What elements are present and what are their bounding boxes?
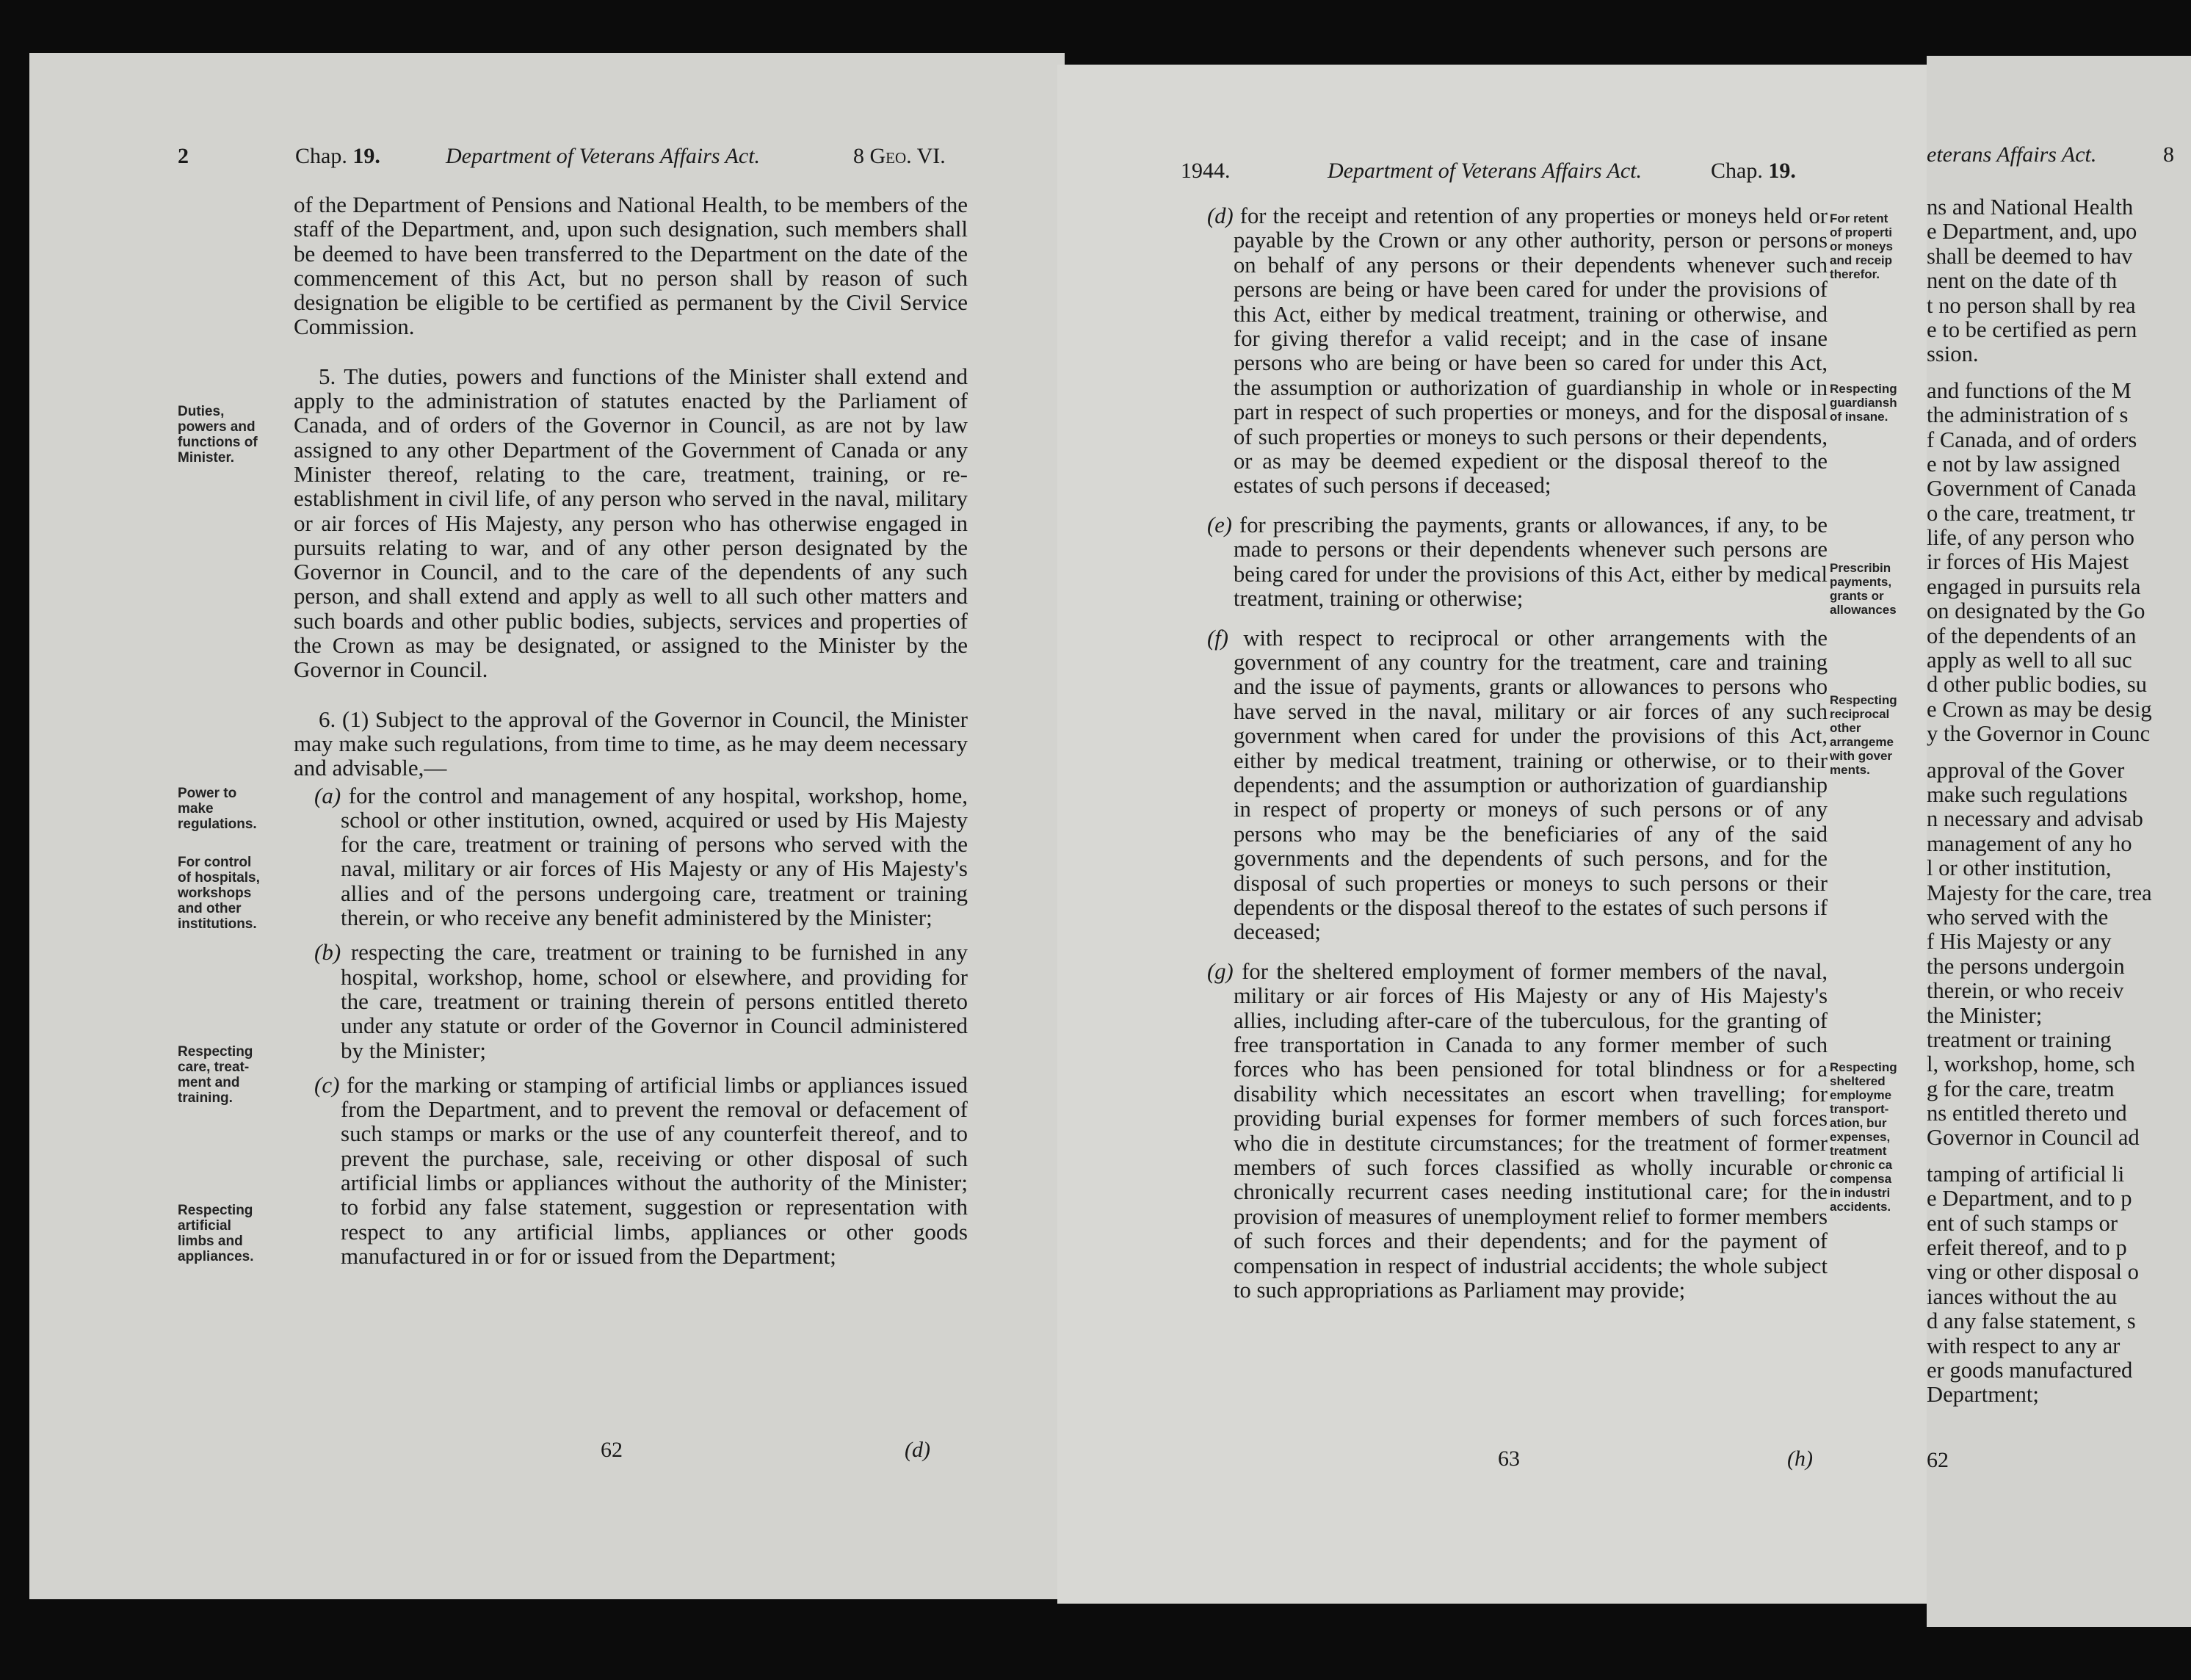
clause-e: (e) for prescribing the payments, grants or allowances, if any, to be made to persons or their dependents whenever such persons are being cared for under the provisions of this Act, either by medical treatment, training or otherwise; <box>1207 512 1828 612</box>
overlay-line: the persons undergoin <box>1927 953 2125 979</box>
overlay-line: ns entitled thereto und <box>1927 1101 2127 1126</box>
act-title: eterans Affairs Act. <box>1927 142 2097 167</box>
year: 1944. <box>1181 159 1231 183</box>
folio: 63 <box>1498 1447 1520 1471</box>
overlay-line: the administration of s <box>1927 402 2129 428</box>
overlay-line: iances without the au <box>1927 1283 2118 1309</box>
overlay-line: Majesty for the care, trea <box>1927 880 2152 905</box>
act-title: Department of Veterans Affairs Act. <box>446 144 761 168</box>
margin-note: Respecting artificial limbs and appliances. <box>178 1203 254 1264</box>
overlay-line: life, of any person who <box>1927 525 2134 551</box>
section-6-intro: 6. (1) Subject to the approval of the Governor in Council, the Minister may make such regulations, from time to time, as he may deem necessary and advisable,— <box>294 706 968 781</box>
overlay-line <box>1927 1151 2191 1162</box>
folio: 62 <box>1927 1448 1949 1472</box>
margin-note: Respecting reciprocal other arrangeme with gover ments. <box>1830 693 1897 777</box>
overlay-line: ving or other disposal o <box>1927 1259 2139 1285</box>
overlay-line: therein, or who receiv <box>1927 978 2124 1004</box>
overlay-line: l, workshop, home, sch <box>1927 1051 2135 1077</box>
clause-a: (a) for the control and management of any hospital, workshop, home, school or other institution, owned, acquired or used by His Majesty for the care, treatment or training of persons who served with the naval, military or air forces of His Majesty or any of His Majesty's allies and of the persons undergoing care, treatment or training therein, or who receive any benefit administered by the Minister; <box>314 782 968 931</box>
overlay-line: f His Majesty or any <box>1927 929 2112 955</box>
regnal-year: 8 <box>2163 142 2174 167</box>
overlay-line: Government of Canada <box>1927 476 2137 502</box>
overlay-line: the Minister; <box>1927 1002 2043 1028</box>
margin-note: Respecting guardiansh of insane. <box>1830 382 1897 424</box>
overlay-line: t no person shall by rea <box>1927 292 2136 318</box>
margin-note: For retent of properti or moneys and receip therefor. <box>1830 211 1893 281</box>
overlay-line: tamping of artificial li <box>1927 1161 2125 1187</box>
margin-note: Prescribin payments, grants or allowances <box>1830 561 1897 617</box>
overlay-line <box>1927 367 2191 379</box>
section-5: 5. The duties, powers and functions of the Minister shall extend and apply to the administration of statutes enacted by the Parliament of Canada, and of orders of the Governor in Council, as are not by law assigned to any other Department of the Government of Canada or any Minister thereof, relating to the care, treatment, training, or re-establishment in civil life, of any person who served in the naval, military or air forces of His Majesty, any person who has otherwise engaged in pursuits relating to war, and of any other person designated by the Governor in Council, and to the care of the dependents of any such person, and shall extend and apply as well to all such other matters and such boards and other public bodies, subjects, services and properties of the Crown as may be designated, or assigned to the Minister by the Governor in Council. <box>294 363 968 683</box>
overlay-line: who served with the <box>1927 904 2109 930</box>
overlay-line: management of any ho <box>1927 830 2132 856</box>
overlay-line: approval of the Gover <box>1927 757 2125 783</box>
chapter-number: 19. <box>1768 159 1796 183</box>
overlay-line: nent on the date of th <box>1927 268 2118 294</box>
overlay-line: e not by law assigned <box>1927 451 2121 477</box>
continued-paragraph: of the Department of Pensions and National Health, to be members of the staff of the Department, and, upon such designation, such members shall be deemed to have been transferred to the Department on the date of the commencement of this Act, but no person shall by reason of such designation be eligible to be certified as permanent by the Civil Service Commission. <box>294 192 968 340</box>
clause-f: (f) with respect to reciprocal or other arrangements with the government of any country for the treatment, care and training and the issue of payments, grants or allowances to persons who have served in the naval, military or air forces of any such government when cared for under the provisions of this Act, either by medical treatment, training or otherwise, or to their dependents; and the assumption or authorization of guardianship in respect of property or moneys of such persons or of any persons who may be the beneficiaries of any of the said governments and the dependents of such persons, and for the disposal of such properties or moneys to such persons or their dependents or the disposal thereof to the estates of such persons if deceased; <box>1207 625 1828 945</box>
overlay-line: f Canada, and of orders <box>1927 427 2137 452</box>
overlay-line: g for the care, treatm <box>1927 1076 2115 1101</box>
folio: 62 <box>601 1438 623 1462</box>
overlay-line: Governor in Council ad <box>1927 1125 2140 1151</box>
overlay-line: ent of such stamps or <box>1927 1210 2118 1236</box>
overlay-line: on designated by the Go <box>1927 598 2145 624</box>
overlay-line: y the Governor in Counc <box>1927 721 2151 747</box>
margin-note: Power to make regulations. <box>178 786 257 832</box>
overlay-line: treatment or training <box>1927 1027 2112 1052</box>
overlay-line: e Department, and, upo <box>1927 219 2137 245</box>
chapter-label: Chap. <box>1711 159 1763 183</box>
overlay-line: d other public bodies, su <box>1927 672 2147 698</box>
page-number: 2 <box>178 144 189 168</box>
overlay-line: er goods manufactured <box>1927 1357 2133 1383</box>
chapter-number: 19. <box>352 144 380 168</box>
overlay-line <box>1927 747 2191 758</box>
right-body <box>1187 204 1828 1313</box>
margin-note: For control of hospitals, workshops and other institutions. <box>178 855 260 932</box>
overlapping-page <box>1927 56 2191 1627</box>
clause-c: (c) for the marking or stamping of artificial limbs or appliances issued from the Department, and to prevent the removal or defacement of such stamps or marks or the use of any counterfeit thereof, and to prevent the purchase, sale, receiving or other disposal of such artificial limbs or appliances without the authority of the Minister; to forbid any false statement, suggestion or representation with respect to any artificial limbs, appliances or other goods manufactured in or for or issued from the Department; <box>314 1071 968 1269</box>
overlay-line: engaged in pursuits rela <box>1927 573 2141 599</box>
overlay-line: Department; <box>1927 1382 2039 1408</box>
right-page <box>1057 65 1927 1604</box>
overlay-line: l or other institution, <box>1927 855 2112 881</box>
regnal-year: 8 Geo. VI. <box>853 144 946 168</box>
catchword: (d) <box>905 1438 930 1462</box>
left-page <box>29 53 1065 1599</box>
clause-g: (g) for the sheltered employment of former members of the naval, military or air forces of His Majesty or any of His Majesty's allies, including after-care of the tuberculous, for the granting of free transportation in Canada to any former member of such forces who has been pensioned for total blindness or for a disability which necessitates an escort when travelling; for providing burial expenses for former members of such forces who die in destitute circumstances; for the treatment of former members of such forces classified as wholly incurable or chronically recurrent cases needing institutional care; for the provision of measures of unemployment relief to former members of such forces and their dependents; and for the payment of compensation in respect of industrial accidents; the whole subject to such appropriations as Parliament may provide; <box>1207 958 1828 1303</box>
margin-note: Respecting sheltered employme transport- ation, bur expenses, treatment chronic ca compensa in industri accidents. <box>1830 1060 1897 1214</box>
catchword: (h) <box>1787 1447 1813 1471</box>
overlay-line: e Department, and to p <box>1927 1186 2132 1212</box>
overlay-line: apply as well to all suc <box>1927 648 2132 673</box>
overlay-line: make such regulations <box>1927 781 2128 807</box>
overlay-line: erfeit thereof, and to p <box>1927 1235 2127 1261</box>
overlay-line: of the dependents of an <box>1927 623 2137 648</box>
overlay-line: ssion. <box>1927 341 1979 367</box>
overlay-line: ir forces of His Majest <box>1927 549 2129 575</box>
overlay-line: with respect to any ar <box>1927 1333 2121 1358</box>
overlay-line: shall be deemed to hav <box>1927 243 2133 269</box>
overlay-line: ns and National Health <box>1927 195 2134 220</box>
act-title: Department of Veterans Affairs Act. <box>1328 159 1643 183</box>
overlay-line: and functions of the M <box>1927 377 2132 403</box>
overlay-text <box>1927 195 2191 1408</box>
overlay-line: n necessary and advisab <box>1927 806 2143 832</box>
clause-b: (b) respecting the care, treatment or training to be furnished in any hospital, workshop, home, school or elsewhere, and providing for the care, treatment or training therein of persons entitled thereto under any statute or order of the Governor in Council administered by the Minister; <box>314 939 968 1063</box>
margin-note: Respecting care, treat- ment and training. <box>178 1044 253 1106</box>
overlay-line: o the care, treatment, tr <box>1927 500 2135 526</box>
margin-note: Duties, powers and functions of Minister. <box>178 404 258 466</box>
overlay-line: d any false statement, s <box>1927 1308 2136 1334</box>
overlay-line: e Crown as may be desig <box>1927 696 2152 722</box>
left-body <box>294 192 968 1278</box>
chapter-label: Chap. <box>295 144 347 168</box>
clause-d: (d) for the receipt and retention of any properties or moneys held or payable by the Crown or any other authority, person or persons on behalf of any persons or their dependents whenever such persons are being or have been cared for under the provisions of this Act, either by medical treatment, training or otherwise, and for giving therefor a valid receipt; and in the case of insane persons who are being or have been so cared for under this Act, the assumption or authorization of guardianship in whole or in part in respect of such properties or moneys, and for the disposal of such properties or moneys to such persons or their dependents, or as may be deemed expedient or the disposal thereof to the estates of such persons if deceased; <box>1207 203 1828 499</box>
overlay-line: e to be certified as pern <box>1927 316 2137 342</box>
